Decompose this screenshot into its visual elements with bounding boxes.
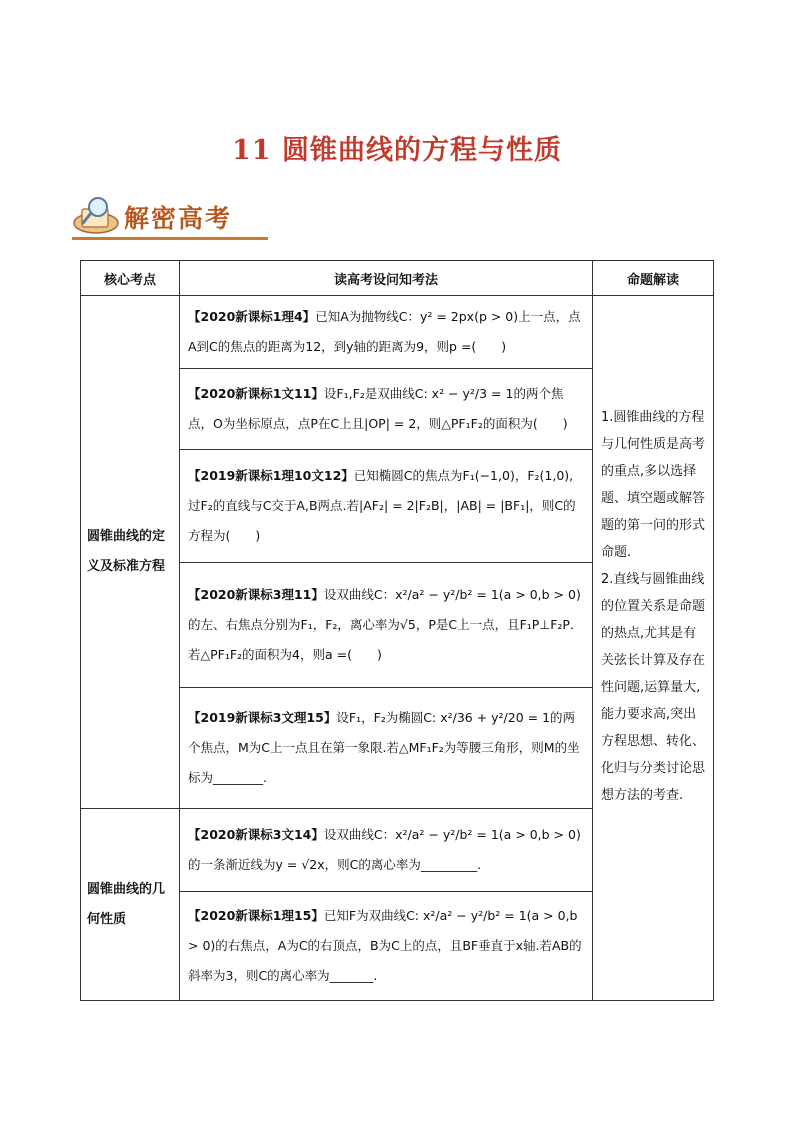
- header-interpretation: 命题解读: [593, 261, 714, 296]
- question-cell: [180, 296, 593, 369]
- question-cell: [180, 369, 593, 450]
- table-row: [81, 296, 714, 369]
- question-text: 设F₁，F₂为椭圆C: x²/36 + y²/20 = 1的两个焦点，M为C上一点且在第一象限.若△MF₁F₂为等腰三角形，则M的坐标为________.: [188, 710, 580, 785]
- question-text: 设双曲线C：x²/a² − y²/b² = 1(a > 0,b > 0)的一条渐近线为y = √2x，则C的离心率为_________.: [188, 827, 581, 872]
- banner-underline: [72, 237, 268, 240]
- header-core-topic: 核心考点: [81, 261, 180, 296]
- question-cell: [180, 688, 593, 809]
- question-text: 已知椭圆C的焦点为F₁(−1,0)，F₂(1,0),过F₂的直线与C交于A,B两点.若|AF₂| = 2|F₂B|，|AB| = |BF₁|，则C的方程为( ): [188, 468, 576, 543]
- section-banner: [72, 193, 272, 249]
- question-text: 设双曲线C：x²/a² − y²/b² = 1(a > 0,b > 0)的左、右焦点分别为F₁，F₂，离心率为√5，P是C上一点，且F₁P⊥F₂P．若△PF₁F₂的面积为4，则a =( ): [188, 587, 583, 662]
- question-text: 已知A为抛物线C：y² = 2px(p > 0)上一点，点A到C的焦点的距离为12，到y轴的距离为9，则p =( ): [188, 309, 581, 354]
- question-source: 【2019新课标1理10文12】: [188, 468, 354, 483]
- table-header-row: [81, 261, 714, 296]
- question-source: 【2020新课标1理15】: [188, 908, 324, 923]
- question-cell: [180, 563, 593, 688]
- section-banner-text: 解密高考: [124, 204, 233, 233]
- question-source: 【2020新课标3文14】: [188, 827, 324, 842]
- exam-table: [80, 260, 714, 1001]
- question-source: 【2020新课标3理11】: [188, 587, 324, 602]
- question-text: 设F₁,F₂是双曲线C: x² − y²/3 = 1的两个焦点，O为坐标原点，点P在C上且|OP| = 2，则△PF₁F₂的面积为( ): [188, 386, 568, 431]
- question-cell: [180, 809, 593, 892]
- question-text: 已知F为双曲线C: x²/a² − y²/b² = 1(a > 0,b > 0)的右焦点，A为C的右顶点，B为C上的点，且BF垂直于x轴.若AB的斜率为3，则C的离心率为_______.: [188, 908, 582, 983]
- interpretation-text: 1.圆锥曲线的方程与几何性质是高考的重点,多以选择题、填空题或解答题的第一问的形式命题. 2.直线与圆锥曲线的位置关系是命题的热点,尤其是有关弦长计算及存在性问题,运算量大,能力要求高,突出方程思想、转化、化归与分类讨论思想方法的考查.: [601, 410, 706, 803]
- question-cell: [180, 450, 593, 563]
- question-source: 【2020新课标1理4】: [188, 309, 316, 324]
- interpretation-cell: [593, 296, 714, 1001]
- page-title: 11 圆锥曲线的方程与性质: [232, 135, 562, 166]
- question-source: 【2020新课标1文11】: [188, 386, 324, 401]
- question-cell: [180, 892, 593, 1001]
- question-source: 【2019新课标3文理15】: [188, 710, 337, 725]
- topic-cell: 圆锥曲线的几何性质: [81, 809, 180, 1001]
- topic-cell: 圆锥曲线的定义及标准方程: [81, 296, 180, 809]
- magnifier-book-icon: [72, 193, 122, 237]
- header-questions: 读高考设问知考法: [180, 261, 593, 296]
